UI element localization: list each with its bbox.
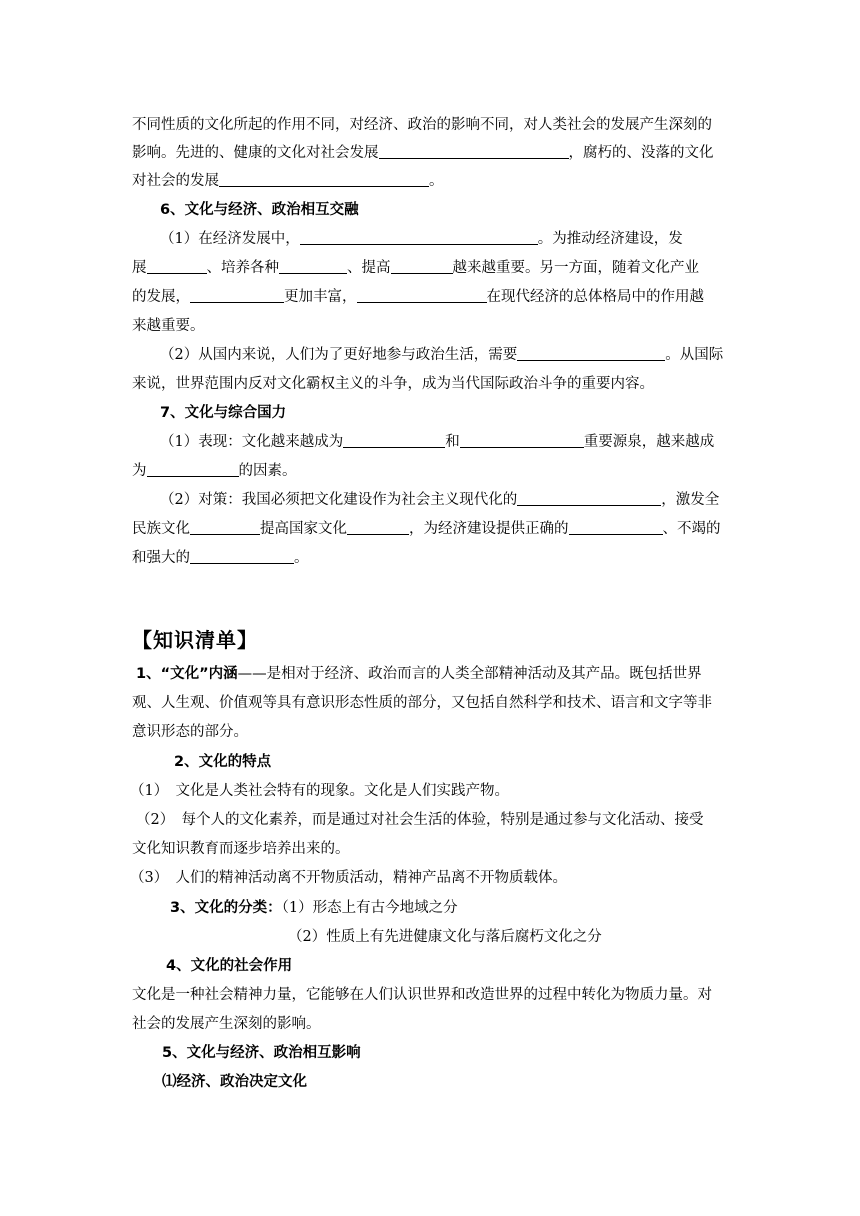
text: 、提高 [347, 260, 391, 276]
text: 的因素。 [238, 463, 297, 479]
text: 文化是一种社会精神力量，它能够在人们认识世界和改造世界的过程中转化为物质力量。对 [132, 987, 712, 1003]
text: （1）形态上有古今地域之分 [281, 900, 458, 916]
fill-blank[interactable] [343, 432, 445, 448]
fill-blank[interactable] [569, 519, 663, 535]
text: 来越重要。 [132, 318, 205, 334]
text: ，为经济建设提供正确的 [409, 521, 569, 537]
fill-blank[interactable] [300, 229, 538, 245]
text: 提高国家文化 [260, 521, 347, 537]
heading-text: 5、文化与经济、政治相互影响 [162, 1045, 361, 1061]
paragraph-line [132, 985, 712, 1005]
heading-text: 7、文化与综合国力 [160, 405, 287, 421]
fill-blank[interactable] [190, 548, 294, 564]
text: （2）性质上有先进健康文化与落后腐朽文化之分 [288, 929, 602, 945]
text: （2）从国内来说，人们为了更好地参与政治生活，需要 [160, 347, 518, 363]
paragraph-line [132, 519, 721, 539]
text: ，激发全 [661, 492, 720, 508]
knowledge-subheading-5-1 [162, 1072, 307, 1092]
text: ，腐朽的、没落的文化 [568, 145, 714, 161]
text: 重要源泉，越来越成 [583, 434, 715, 450]
fill-blank[interactable] [190, 287, 284, 303]
text: 。为推动经济建设，发 [537, 231, 683, 247]
knowledge-heading-4 [166, 956, 292, 976]
text: 、不竭的 [662, 521, 721, 537]
text: 越来越重要。另一方面，随着文化产业 [452, 260, 699, 276]
text: 影响。先进的、健康的文化对社会发展 [132, 145, 379, 161]
fill-blank[interactable] [190, 519, 260, 535]
text: （1）表现：文化越来越成为 [160, 434, 344, 450]
text: 和 [445, 434, 460, 450]
knowledge-list-heading [132, 624, 258, 653]
term: 1、“文化”内涵 [136, 666, 238, 682]
text: （2） 每个人的文化素养，而是通过对社会生活的体验，特别是通过参与文化活动、接受 [136, 812, 704, 828]
paragraph-line [132, 461, 297, 481]
text: 观、人生观、价值观等具有意识形态性质的部分，又包括自然科学和技术、语言和文字等非 [132, 695, 712, 711]
paragraph-line [160, 432, 714, 452]
term: 3、文化的分类： [170, 900, 282, 916]
knowledge-heading-2 [174, 752, 271, 772]
text: 意识形态的部分。 [132, 724, 248, 740]
text: （1） 文化是人类社会特有的现象。文化是人们实践产物。 [130, 783, 509, 799]
fill-blank[interactable] [279, 258, 347, 274]
paragraph-line [132, 722, 248, 742]
paragraph-line [160, 490, 719, 510]
paragraph-line [132, 143, 714, 163]
heading-text: ⑴经济、政治决定文化 [162, 1074, 307, 1090]
text: 。 [294, 550, 309, 566]
paragraph-line [132, 171, 444, 191]
section-heading-7 [160, 403, 286, 423]
text: 为 [132, 463, 147, 479]
fill-blank[interactable] [347, 519, 409, 535]
text: 更加丰富， [284, 289, 357, 305]
text: ——是相对于经济、政治而言的人类全部精神活动及其产品。既包括世界 [237, 666, 702, 682]
paragraph-line [132, 548, 309, 568]
text: 。从国际 [665, 347, 724, 363]
text: 的发展， [132, 289, 190, 305]
fill-blank[interactable] [147, 258, 207, 274]
fill-blank[interactable] [219, 171, 429, 187]
text: 文化知识教育而逐步培养出来的。 [132, 841, 350, 857]
paragraph-line [132, 839, 350, 859]
text: 对社会的发展 [132, 173, 219, 189]
text: （2）对策：我国必须把文化建设作为社会主义现代化的 [160, 492, 518, 508]
text: 社会的发展产生深刻的影响。 [132, 1016, 321, 1032]
paragraph-line [288, 927, 602, 947]
paragraph-line [132, 316, 205, 336]
fill-blank[interactable] [147, 461, 239, 477]
heading-text: 2、文化的特点 [174, 754, 272, 770]
text: 民族文化 [132, 521, 190, 537]
text: （3） 人们的精神活动离不开物质活动，精神产品离不开物质载体。 [130, 870, 567, 886]
paragraph-line [160, 345, 723, 365]
text: 不同性质的文化所起的作用不同，对经济、政治的影响不同，对人类社会的发展产生深刻的 [132, 117, 712, 133]
paragraph-line [132, 693, 712, 713]
paragraph-line [132, 1014, 321, 1034]
fill-blank[interactable] [517, 490, 661, 506]
fill-blank[interactable] [379, 143, 569, 159]
fill-blank[interactable] [357, 287, 487, 303]
fill-blank[interactable] [391, 258, 453, 274]
paragraph-line [132, 287, 704, 307]
paragraph-line [130, 781, 509, 801]
text: 在现代经济的总体格局中的作用越 [486, 289, 704, 305]
text: 。 [429, 173, 444, 189]
paragraph-line [132, 258, 699, 278]
heading-text: 6、文化与经济、政治相互交融 [160, 202, 359, 218]
heading-text: 4、文化的社会作用 [166, 958, 293, 974]
paragraph-line [170, 898, 458, 918]
paragraph-line [130, 868, 567, 888]
text: 展 [132, 260, 147, 276]
text: 、培养各种 [206, 260, 279, 276]
text: 和强大的 [132, 550, 190, 566]
paragraph-line [132, 115, 712, 135]
text: （1）在经济发展中， [160, 231, 300, 247]
text: 来说，世界范围内反对文化霸权主义的斗争，成为当代国际政治斗争的重要内容。 [132, 376, 654, 392]
fill-blank[interactable] [517, 345, 665, 361]
section-heading-6 [160, 200, 359, 220]
paragraph-line [136, 810, 703, 830]
paragraph-line [136, 664, 702, 684]
paragraph-line [160, 229, 683, 249]
paragraph-line [132, 374, 654, 394]
fill-blank[interactable] [460, 432, 584, 448]
heading-text: 【知识清单】 [132, 628, 258, 652]
knowledge-heading-5 [162, 1043, 361, 1063]
